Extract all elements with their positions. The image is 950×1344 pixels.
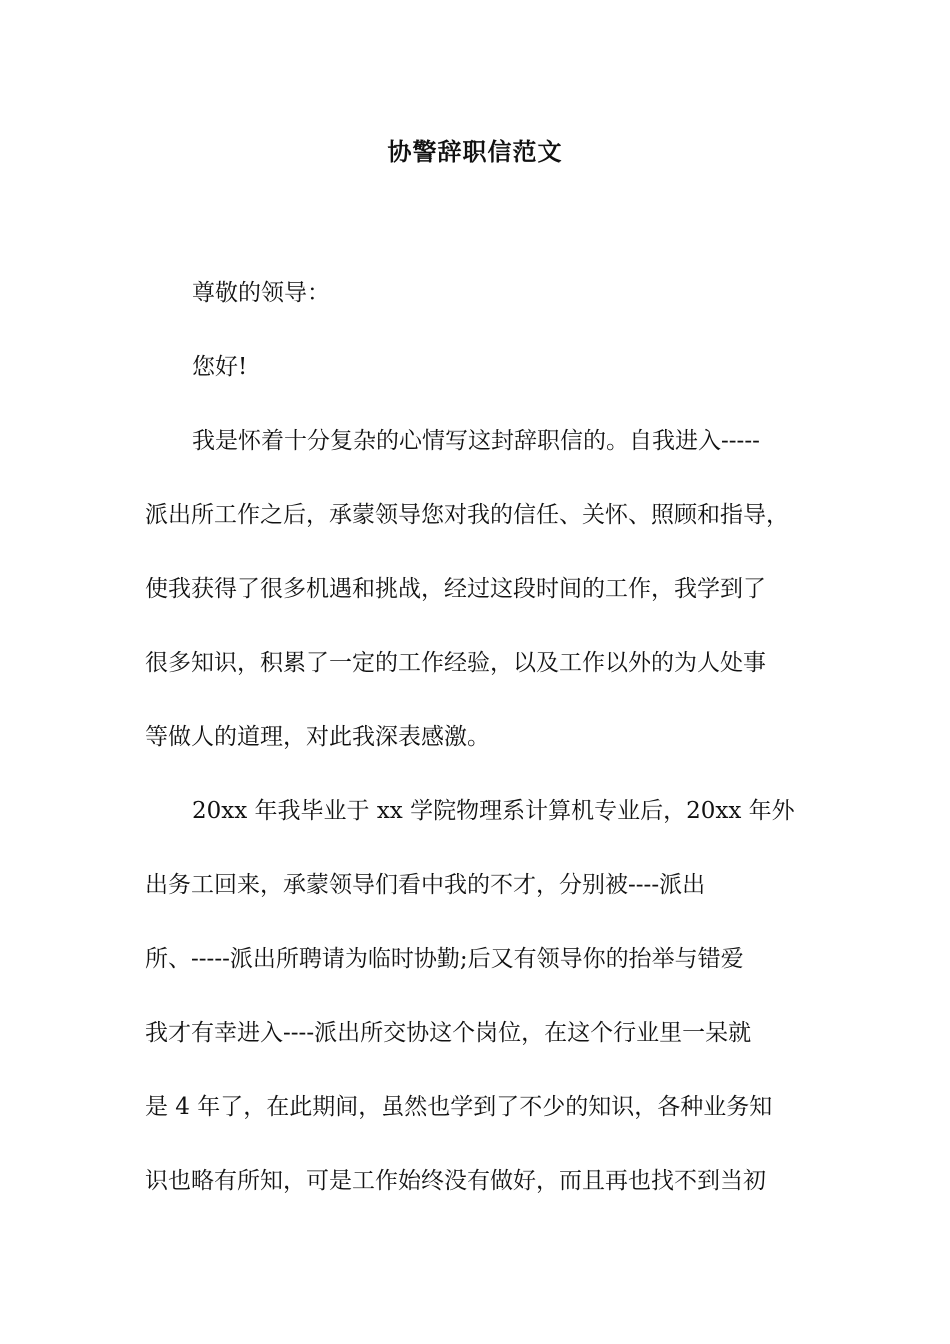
paragraph-line: 所、-----派出所聘请为临时协勤;后又有领导你的抬举与错爱: [145, 946, 744, 972]
paragraph-line: 使我获得了很多机遇和挑战，经过这段时间的工作，我学到了: [145, 576, 766, 602]
paragraph-line: 派出所工作之后，承蒙领导您对我的信任、关怀、照顾和指导，: [145, 502, 789, 528]
paragraph-line: 很多知识，积累了一定的工作经验，以及工作以外的为人处事: [145, 650, 766, 676]
paragraph-line: 出务工回来，承蒙领导们看中我的不才，分别被----派出: [145, 872, 706, 898]
paragraph-line: 我是怀着十分复杂的心情写这封辞职信的。自我进入-----: [192, 428, 760, 454]
paragraph-line: 20xx 年我毕业于 xx 学院物理系计算机专业后，20xx 年外: [192, 798, 795, 824]
paragraph-line: 是 4 年了，在此期间，虽然也学到了不少的知识，各种业务知: [145, 1094, 773, 1120]
paragraph-line: 我才有幸进入----派出所交协这个岗位，在这个行业里一呆就: [145, 1020, 752, 1046]
paragraph-line: 识也略有所知，可是工作始终没有做好，而且再也找不到当初: [145, 1168, 766, 1194]
salutation-line: 尊敬的领导：: [192, 280, 330, 306]
paragraph-line: 等做人的道理，对此我深表感激。: [145, 724, 490, 750]
greeting-line: 您好!: [192, 354, 248, 380]
document-title: 协警辞职信范文: [387, 137, 563, 166]
letter-body: [145, 256, 820, 1218]
